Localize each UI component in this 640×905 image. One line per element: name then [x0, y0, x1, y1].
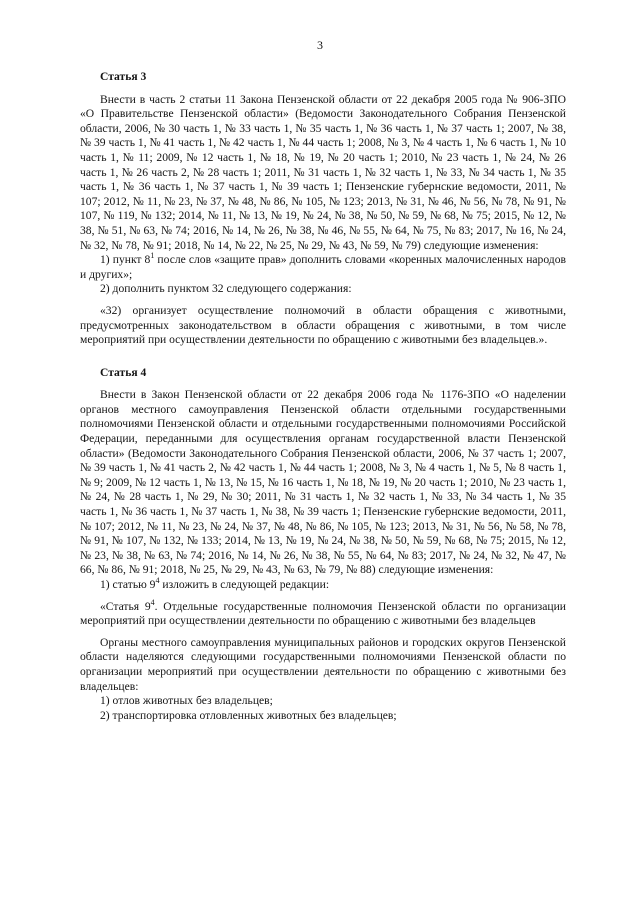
article-4-heading: Статья 4: [100, 365, 147, 379]
statute-9-4-title: [80, 597, 566, 629]
article-3-intro: Внести в часть 2 статьи 11 Закона Пензенской области от 22 декабря 2005 года № 906-ЗПО «О Правительстве Пензенской области» (Ведомости Законодательного Собрания Пензенской области, 2006, № 30 часть 1, № 33 часть 1, № 35 часть 1, № 36 часть 1, № 37 часть 1; 2007, № 38, № 39 часть 1, № 41 часть 1, № 42 часть 1, № 44 часть 1; 2008, № 3, № 4 часть 1, № 6 часть 1, № 10 часть 1, № 11; 2009, № 12 часть 1, № 18, № 19, № 20 часть 1; 2010, № 23 часть 1, № 24, № 26 часть 1, № 26 часть 2, № 28 часть 1; 2011, № 31 часть 1, № 32 часть 1, № 33, № 34 часть 1, № 35 часть 1, № 36 часть 1, № 37 часть 1, № 39 часть 1; Пензенские губернские ведомости, 2011, № 107; 2012, № 11, № 23, № 37, № 48, № 86, № 105, № 123; 2013, № 31, № 46, № 56, № 78, № 91, № 107, № 119, № 132; 2014, № 11, № 13, № 19, № 24, № 38, № 50, № 59, № 68, № 75; 2015, № 12, № 38, № 51, № 63, № 74; 2016, № 14, № 26, № 38, № 46, № 55, № 64, № 75, № 83; 2017, № 16, № 24, № 32, № 78, № 91; 2018, № 14, № 22, № 25, № 29, № 43, № 59, № 79) следующие изменения:: [80, 92, 566, 252]
statute-title-post: . Отдельные государственные полномочия Пензенской области по организации мероприятий при осуществлении деятельности по обращению с животными без владельцев: [80, 599, 566, 628]
statute-title-sup: 4: [150, 597, 155, 607]
article-3-item-1-pre: 1) пункт 8: [100, 253, 151, 267]
article-4-item-1-sup: 4: [155, 576, 160, 586]
article-3-item-1: [80, 253, 566, 282]
article-3-heading: Статья 3: [100, 70, 147, 83]
page-number: 3: [317, 38, 323, 52]
statute-title-pre: «Статья 9: [100, 599, 151, 613]
statute-sub-2: 2) транспортировка отловленных животных без владельцев;: [100, 708, 397, 722]
article-4-item-1-post: изложить в следующей редакции:: [159, 578, 330, 591]
article-4: [80, 366, 566, 724]
article-3-item-2: 2) дополнить пунктом 32 следующего содержания:: [100, 282, 352, 296]
article-4-item-1-pre: 1) статью 9: [100, 578, 156, 591]
article-3: [80, 70, 566, 348]
article-4-intro: Внести в Закон Пензенской области от 22 декабря 2006 года № 1176-ЗПО «О наделении органов местного самоуправления Пензенской области отдельными государственными полномочиями Пензенской области и отдельными государственными полномочиями Российской Федерации, переданными для осуществления органам государственной власти Пензенской области» (Ведомости Законодательного Собрания Пензенской области, 2006, № 37 часть 1; 2007, № 39 часть 1, № 41 часть 2, № 42 часть 1, № 44 часть 1; 2008, № 3, № 4 часть 1, № 5, № 8 часть 1, № 9; 2009, № 12 часть 1, № 13, № 15, № 16 часть 1, № 18, № 19, № 20 часть 1; 2010, № 23 часть 1, № 24, № 28 часть 1, № 29, № 30; 2011, № 31 часть 1, № 32 часть 1, № 33, № 34 часть 1, № 35 часть 1, № 36 часть 1, № 37 часть 1, № 38, № 39 часть 1; Пензенские губернские ведомости, 2011, № 107; 2012, № 11, № 23, № 24, № 37, № 48, № 86, № 105, № 123; 2013, № 31, № 56, № 58, № 78, № 91, № 107, № 132, № 133; 2014, № 13, № 19, № 24, № 38, № 50, № 59, № 68, № 75; 2015, № 12, № 23, № 38, № 63, № 74; 2016, № 14, № 26, № 38, № 55, № 64, № 83; 2017, № 24, № 32, № 47, № 66, № 86, № 91; 2018, № 25, № 29, № 43, № 63, № 79, № 88) следующие изменения:: [80, 388, 566, 577]
spacer: [80, 348, 566, 366]
article-3-item-1-sup: 1: [150, 251, 155, 261]
document-body: [80, 70, 566, 723]
article-4-item-1: [80, 578, 566, 593]
statute-organs-paragraph: Органы местного самоуправления муниципальных районов и городских округов Пензенской области наделяются следующими государственными полномочиями Пензенской области по организации мероприятий при осуществлении деятельности по обращению с животными без владельцев:: [80, 635, 566, 693]
article-3-item-32: «32) организует осуществление полномочий в области обращения с животными, предусмотренных законодательством в области обращения с животными, в том числе мероприятий при осуществлении деятельности по обращению с животными без владельцев.».: [80, 303, 566, 347]
article-3-item-1-post: после слов «защите прав» дополнить словами «коренных малочисленных народов и других»;: [80, 253, 566, 281]
statute-sub-1: 1) отлов животных без владельцев;: [100, 694, 273, 708]
